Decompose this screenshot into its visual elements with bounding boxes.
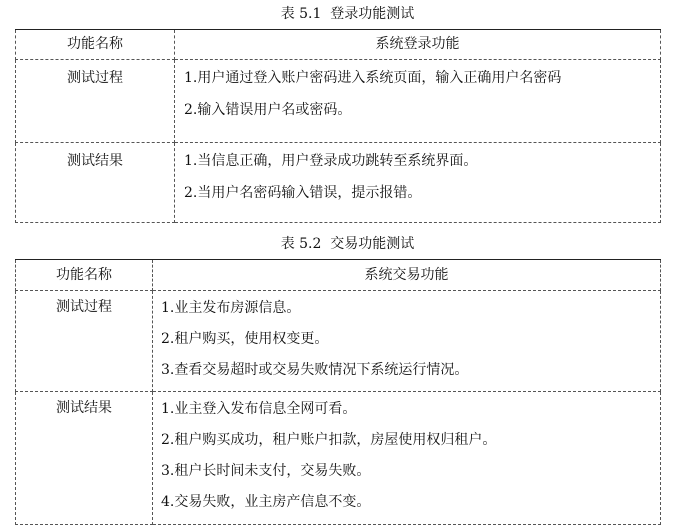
login-test-table (15, 29, 661, 223)
table-header-row (16, 30, 661, 60)
header-value: 系统登录功能 (375, 36, 460, 52)
header-cell (16, 260, 153, 291)
header-cell (153, 260, 661, 291)
row-label: 测试结果 (56, 400, 112, 416)
row-label-cell (16, 392, 153, 525)
row-line: 1.业主登入发布信息全网可看。 (161, 401, 357, 417)
table-header-row (16, 260, 661, 291)
row-content-cell (153, 392, 661, 525)
header-cell (16, 30, 175, 60)
row-line: 2.租户购买，使用权变更。 (161, 331, 329, 347)
row-label: 测试结果 (67, 153, 123, 169)
row-line: 3.租户长时间未支付，交易失败。 (161, 463, 371, 479)
row-line: 2.当用户名密码输入错误，提示报错。 (184, 185, 422, 201)
row-content-cell (175, 60, 661, 143)
row-line: 1.用户通过登入账户密码进入系统页面，输入正确用户名密码 (184, 70, 562, 86)
header-label: 功能名称 (56, 267, 112, 283)
header-cell (175, 30, 661, 60)
table-caption: 表 5.2 交易功能测试 (280, 236, 415, 252)
trade-test-table (15, 259, 661, 525)
row-line: 2.租户购买成功，租户账户扣款，房屋使用权归租户。 (161, 432, 497, 448)
row-label-cell (16, 60, 175, 143)
row-label: 测试过程 (56, 299, 112, 315)
header-value: 系统交易功能 (364, 267, 449, 283)
row-content-cell (153, 291, 661, 392)
row-line: 4.交易失败，业主房产信息不变。 (161, 494, 371, 510)
table-row (16, 143, 661, 223)
table-row (16, 60, 661, 143)
header-label: 功能名称 (67, 36, 123, 52)
row-label-cell (16, 291, 153, 392)
row-line: 1.当信息正确，用户登录成功跳转至系统界面。 (184, 153, 478, 169)
table-caption: 表 5.1 登录功能测试 (280, 6, 415, 22)
row-label: 测试过程 (67, 70, 123, 86)
row-label-cell (16, 143, 175, 223)
table-row (16, 392, 661, 525)
row-content-cell (175, 143, 661, 223)
table-row (16, 291, 661, 392)
row-line: 1.业主发布房源信息。 (161, 300, 301, 316)
row-line: 2.输入错误用户名或密码。 (184, 102, 352, 118)
row-line: 3.查看交易超时或交易失败情况下系统运行情况。 (161, 362, 469, 378)
